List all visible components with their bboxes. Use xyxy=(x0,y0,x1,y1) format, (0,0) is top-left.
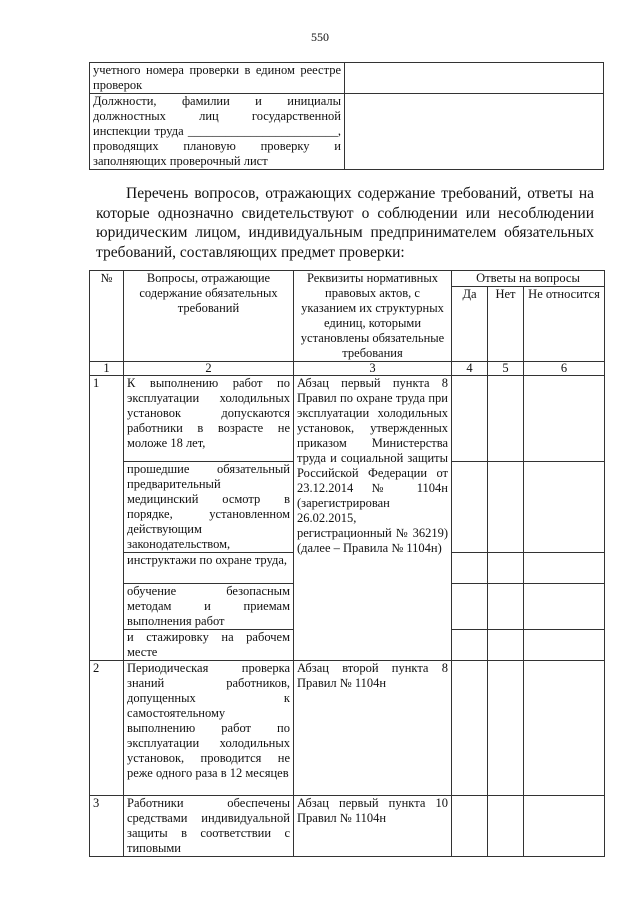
inspectors-value xyxy=(345,94,604,170)
answer-no-cell[interactable] xyxy=(488,661,524,796)
column-number: 3 xyxy=(294,362,452,376)
inspectors-label: Должности, фамилии и инициалы должностных лиц государственной инспекции труда ________________________, проводящих плановую проверку и заполняющих проверочный лист xyxy=(90,94,345,170)
column-number: 6 xyxy=(524,362,605,376)
header-row xyxy=(90,271,605,287)
col-header-no: № xyxy=(90,271,124,362)
question-text: обучение безопасным методам и приемам выполнения работ xyxy=(124,584,294,630)
requisite-text: Абзац первый пункта 10 Правил № 1104н xyxy=(294,796,452,857)
answer-not-applicable-cell[interactable] xyxy=(524,462,605,553)
column-number: 2 xyxy=(124,362,294,376)
question-text: и стажировку на рабочем месте xyxy=(124,630,294,661)
col-header-answers: Ответы на вопросы xyxy=(452,271,605,287)
answer-yes-cell[interactable] xyxy=(452,462,488,553)
answer-yes-cell[interactable] xyxy=(452,661,488,796)
col-header-not-applicable: Не относится xyxy=(524,287,605,362)
col-header-yes: Да xyxy=(452,287,488,362)
row-number: 3 xyxy=(90,796,124,857)
answer-no-cell[interactable] xyxy=(488,796,524,857)
answer-no-cell[interactable] xyxy=(488,630,524,661)
question-text: инструктажи по охране труда, xyxy=(124,553,294,584)
requisite-text: Абзац второй пункта 8 Правил № 1104н xyxy=(294,661,452,796)
checklist-table xyxy=(89,270,605,857)
column-number: 4 xyxy=(452,362,488,376)
col-header-questions: Вопросы, отражающие содержание обязательных требований xyxy=(124,271,294,362)
answer-yes-cell[interactable] xyxy=(452,376,488,462)
column-number: 1 xyxy=(90,362,124,376)
row-number: 1 xyxy=(90,376,124,661)
col-header-requisites: Реквизиты нормативных правовых актов, с указанием их структурных единиц, которыми установлены обязательные требования xyxy=(294,271,452,362)
answer-no-cell[interactable] xyxy=(488,376,524,462)
table-row xyxy=(90,94,604,170)
table-row xyxy=(90,376,605,462)
page-number: 550 xyxy=(311,30,329,44)
answer-not-applicable-cell[interactable] xyxy=(524,584,605,630)
column-number: 5 xyxy=(488,362,524,376)
answer-not-applicable-cell[interactable] xyxy=(524,630,605,661)
table-row xyxy=(90,63,604,94)
question-text: Периодическая проверка знаний работников, допущенных к самостоятельному выполнению работ по эксплуатации холодильных установок, проводится не реже одного раза в 12 месяцев xyxy=(124,661,294,796)
question-text: прошедшие обязательный предварительный медицинский осмотр в порядке, установленном действующим законодательством, xyxy=(124,462,294,553)
answer-yes-cell[interactable] xyxy=(452,584,488,630)
answer-no-cell[interactable] xyxy=(488,462,524,553)
answer-yes-cell[interactable] xyxy=(452,796,488,857)
answer-yes-cell[interactable] xyxy=(452,630,488,661)
table-row xyxy=(90,796,605,857)
row-number: 2 xyxy=(90,661,124,796)
answer-not-applicable-cell[interactable] xyxy=(524,553,605,584)
registry-number-label: учетного номера проверки в едином реестре проверок xyxy=(90,63,345,94)
column-number-row xyxy=(90,362,605,376)
registry-number-value xyxy=(345,63,604,94)
checklist-heading: Перечень вопросов, отражающих содержание требований, ответы на которые однозначно свидетельствуют о соблюдении или несоблюдении юридическим лицом, индивидуальным предпринимателем обязательных требований, составляющих предмет проверки: xyxy=(96,185,594,261)
question-text: К выполнению работ по эксплуатации холодильных установок допускаются работники в возрасте не моложе 18 лет, xyxy=(124,376,294,462)
answer-not-applicable-cell[interactable] xyxy=(524,796,605,857)
inspection-info-table xyxy=(89,62,604,170)
answer-no-cell[interactable] xyxy=(488,553,524,584)
answer-no-cell[interactable] xyxy=(488,584,524,630)
answer-not-applicable-cell[interactable] xyxy=(524,376,605,462)
table-row xyxy=(90,661,605,796)
requisite-text: Абзац первый пункта 8 Правил по охране труда при эксплуатации холодильных установок, утвержденных приказом Министерства труда и социальной защиты Российской Федерации от 23.12.2014 № 1104н (зарегистрирован 26.02.2015, регистрационный № 36219) (далее – Правила № 1104н) xyxy=(294,376,452,661)
col-header-no-answer: Нет xyxy=(488,287,524,362)
question-text: Работники обеспечены средствами индивидуальной защиты в соответствии с типовыми xyxy=(124,796,294,857)
answer-yes-cell[interactable] xyxy=(452,553,488,584)
answer-not-applicable-cell[interactable] xyxy=(524,661,605,796)
